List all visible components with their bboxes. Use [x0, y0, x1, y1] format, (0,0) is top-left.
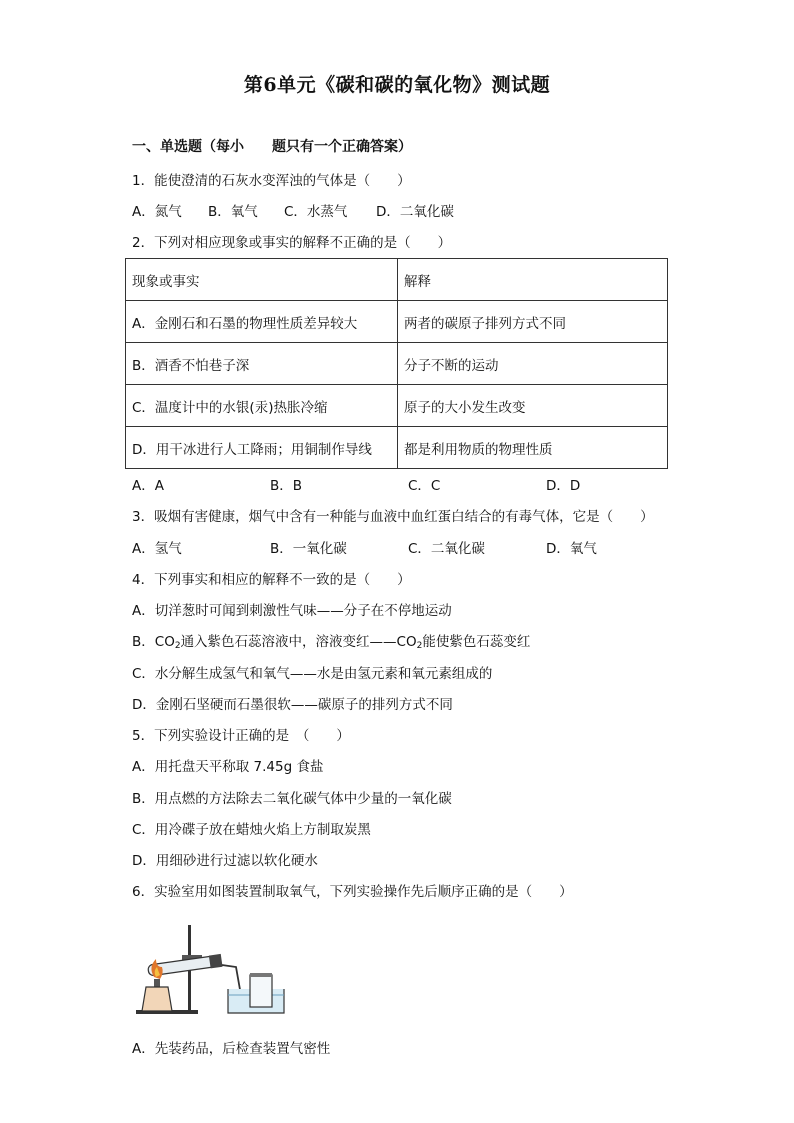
table-cell: A．金刚石和石墨的物理性质差异较大: [126, 301, 398, 343]
q5-option-c[interactable]: C．用冷碟子放在蜡烛火焰上方制取炭黑: [132, 822, 371, 838]
section-heading: 一、单选题（每小 题只有一个正确答案）: [132, 139, 412, 155]
table-row: [126, 385, 668, 427]
glass-plate: [250, 973, 272, 977]
table-row: [126, 301, 668, 343]
table-header-row: [126, 259, 668, 301]
table-cell: B．酒香不怕巷子深: [126, 343, 398, 385]
oxygen-apparatus-figure: [132, 913, 294, 1018]
table-row: [126, 427, 668, 469]
alcohol-lamp: [142, 987, 172, 1011]
q2-option-b[interactable]: B．B: [270, 478, 303, 494]
table-cell: 两者的碳原子排列方式不同: [398, 301, 668, 343]
q5-option-b[interactable]: B．用点燃的方法除去二氧化碳气体中少量的一氧化碳: [132, 791, 452, 807]
q2-table: [125, 258, 668, 469]
subscript-2: 2: [174, 641, 181, 651]
q4-option-b-part: 能使紫色石蕊变红: [422, 634, 531, 650]
q5-stem: 5．下列实验设计正确的是 （ ）: [132, 728, 350, 744]
subscript-2: 2: [416, 641, 423, 651]
q4-option-d[interactable]: D．金刚石坚硬而石墨很软——碳原子的排列方式不同: [132, 697, 453, 713]
q4-stem: 4．下列事实和相应的解释不一致的是（ ）: [132, 572, 411, 588]
page-title: 第6单元《碳和碳的氧化物》测试题: [243, 74, 551, 96]
table-cell: 原子的大小发生改变: [398, 385, 668, 427]
q4-option-a[interactable]: A．切洋葱时可闻到刺激性气味——分子在不停地运动: [132, 603, 452, 619]
table-header-cell: 解释: [398, 259, 668, 301]
q3-option-a[interactable]: A．氢气: [132, 541, 182, 557]
table-cell: C．温度计中的水银(汞)热胀冷缩: [126, 385, 398, 427]
table-cell: 分子不断的运动: [398, 343, 668, 385]
q2-option-c[interactable]: C．C: [408, 478, 441, 494]
q4-option-b-part: B．CO: [132, 634, 175, 650]
q5-option-a[interactable]: A．用托盘天平称取 7.45g 食盐: [132, 759, 324, 775]
q3-option-d[interactable]: D．氧气: [546, 541, 597, 557]
table-cell: 都是利用物质的物理性质: [398, 427, 668, 469]
table-header-cell: 现象或事实: [126, 259, 398, 301]
q1-option-d[interactable]: D．二氧化碳: [376, 204, 454, 220]
table-cell: D．用干冰进行人工降雨；用铜制作导线: [126, 427, 398, 469]
q4-option-b[interactable]: [132, 633, 530, 655]
q1-option-c[interactable]: C．水蒸气: [284, 204, 348, 220]
q6-option-a[interactable]: A．先装药品，后检查装置气密性: [132, 1041, 331, 1057]
q2-option-a[interactable]: A．A: [132, 478, 164, 494]
lamp-wick: [154, 979, 160, 987]
q2-stem: 2．下列对相应现象或事实的解释不正确的是（ ）: [132, 235, 452, 251]
q1-option-b[interactable]: B．氧气: [208, 204, 258, 220]
q4-option-c[interactable]: C．水分解生成氢气和氧气——水是由氢元素和氧元素组成的: [132, 666, 493, 682]
q3-stem: 3．吸烟有害健康，烟气中含有一种能与血液中血红蛋白结合的有毒气体，它是（ ）: [132, 509, 654, 525]
q1-option-a[interactable]: A．氮气: [132, 204, 182, 220]
q6-stem: 6．实验室用如图装置制取氧气，下列实验操作先后顺序正确的是（ ）: [132, 884, 573, 900]
q3-option-b[interactable]: B．一氧化碳: [270, 541, 347, 557]
q3-option-c[interactable]: C．二氧化碳: [408, 541, 485, 557]
q1-stem: 1．能使澄清的石灰水变浑浊的气体是（ ）: [132, 173, 411, 189]
collecting-bottle: [250, 975, 272, 1007]
q4-option-b-part: 通入紫色石蕊溶液中，溶液变红——CO: [180, 634, 417, 650]
table-row: [126, 343, 668, 385]
q2-option-d[interactable]: D．D: [546, 478, 581, 494]
q5-option-d[interactable]: D．用细砂进行过滤以软化硬水: [132, 853, 318, 869]
